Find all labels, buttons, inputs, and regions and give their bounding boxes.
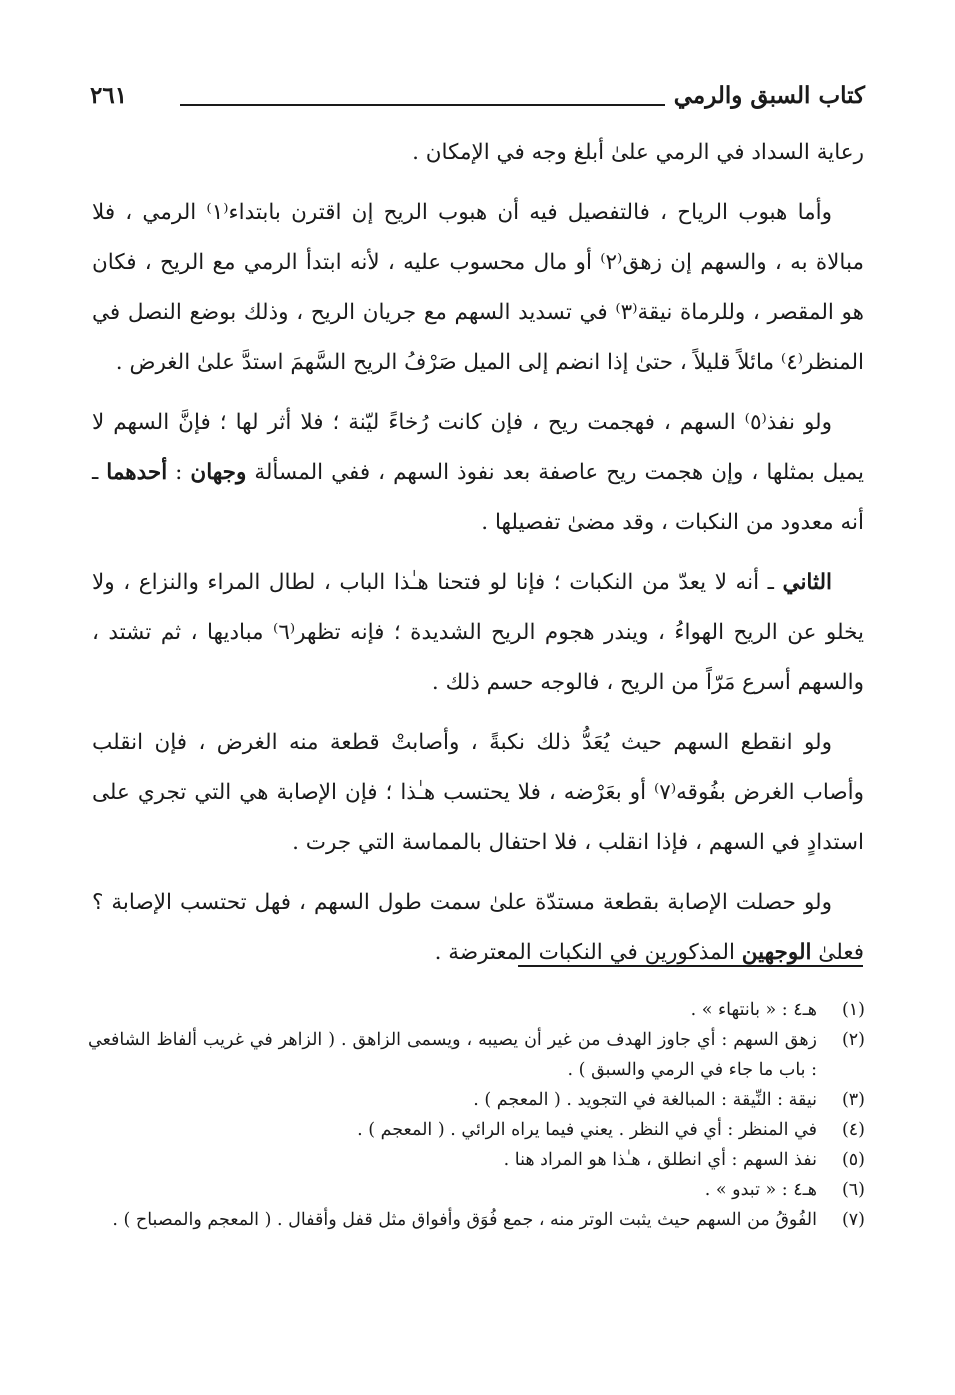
footnote-6: (٦) هـ٤ : « تبدو » .	[704, 1180, 865, 1200]
page-number: ٢٦١	[90, 82, 128, 109]
paragraph-5: ولو انقطع السهم حيث يُعَدُّ ذلك نكبةً ، وأصابتْ قطعة منه الغرض ، فإن انقلب وأصاب الغرض بفُوقه⁽٧⁾ أو بعَرْضه ، فلا يحتسب هـٰذا ؛ فإن الإصابة هي التي تجري على استدادٍ في السهم ، فإذا انقلب ، فلا احتفال بالمماسة التي جرت .	[92, 730, 864, 855]
paragraph-1: رعاية السداد في الرمي علىٰ أبلغ وجه في الإمكان .	[412, 140, 864, 165]
paragraph-2: وأما هبوب الرياح ، فالتفصيل فيه أن هبوب الريح إن اقترن بابتداء⁽١⁾ الرمي ، فلا مبالاة به ، والسهم إن زهق⁽٢⁾ أو مال محسوب عليه ، لأنه ابتدأ الرمي مع الريح ، فكان هو المقصر ، وللرماة نيقة⁽٣⁾ في تسديد السهم مع جريان الريح ، وذلك بوضع النصل في المنظر⁽٤⁾ مائلاً قليلاً ، حتىٰ إذا انضم إلى الميل صَرْفُ الريح السَّهمَ استدَّ علىٰ الغرض .	[92, 200, 864, 375]
footnote-7: (٧) الفُوقُ من السهم حيث يثبت الوتر منه ، جمع فُوَق وأفواق مثل قفل وأقفال . ( المعجم والمصباح ) .	[112, 1210, 865, 1230]
footnote-2: (٢) زهق السهم : أي جاوز الهدف من غير أن يصيبه ، ويسمى الزاهق . ( الزاهر في غريب ألفاظ الشافعي : باب ما جاء في الرمي والسبق ) .	[88, 1030, 865, 1080]
header-rule	[180, 104, 665, 106]
footnote-4: (٤) في المنظر : أي في النظر . يعني فيما يراه الرائي . ( المعجم ) .	[357, 1120, 865, 1140]
main-text	[92, 128, 864, 988]
footnote-5: (٥) نفذ السهم : أي انطلق ، هـٰذا هو المراد هنا .	[503, 1150, 865, 1170]
footnote-separator	[518, 965, 863, 967]
book-title: كتاب السبق والرمي	[673, 82, 865, 109]
paragraph-3: ولو نفذ⁽٥⁾ السهم ، فهجمت ريح ، فإن كانت رُخاءً ليّنة ؛ فلا أثر لها ؛ فإنَّ السهم لا يميل بمثلها ، وإن هجمت ريح عاصفة بعد نفوذ السهم ، ففي المسألة وجهان : أحدهما ـ أنه معدود من النكبات ، وقد مضىٰ تفصيلها .	[92, 410, 864, 535]
paragraph-6: ولو حصلت الإصابة بقطعة مستدّة علىٰ سمت طول السهم ، فهل تحتسب الإصابة ؟ فعلىٰ الوجهين المذكورين في النكبات المعترضة .	[92, 890, 864, 965]
footnote-3: (٣) نيقة : النِّيقة : المبالغة في التجويد . ( المعجم ) .	[473, 1090, 865, 1110]
paragraph-4: الثاني ـ أنه لا يعدّ من النكبات ؛ فإنا لو فتحنا هـٰذا الباب ، لطال المراء والنزاع ، ولا يخلو عن الريح الهواءُ ، ويندر هجوم الريح الشديدة ؛ فإنه تظهر⁽٦⁾ مباديها ، ثم تشتد ، والسهم أسرع مَرّاً من الريح ، فالوجه حسم ذلك .	[92, 570, 864, 695]
footnote-1: (١) هـ٤ : « بانتهاء » .	[690, 1000, 865, 1020]
running-header	[90, 82, 865, 122]
footnotes	[88, 995, 865, 1235]
